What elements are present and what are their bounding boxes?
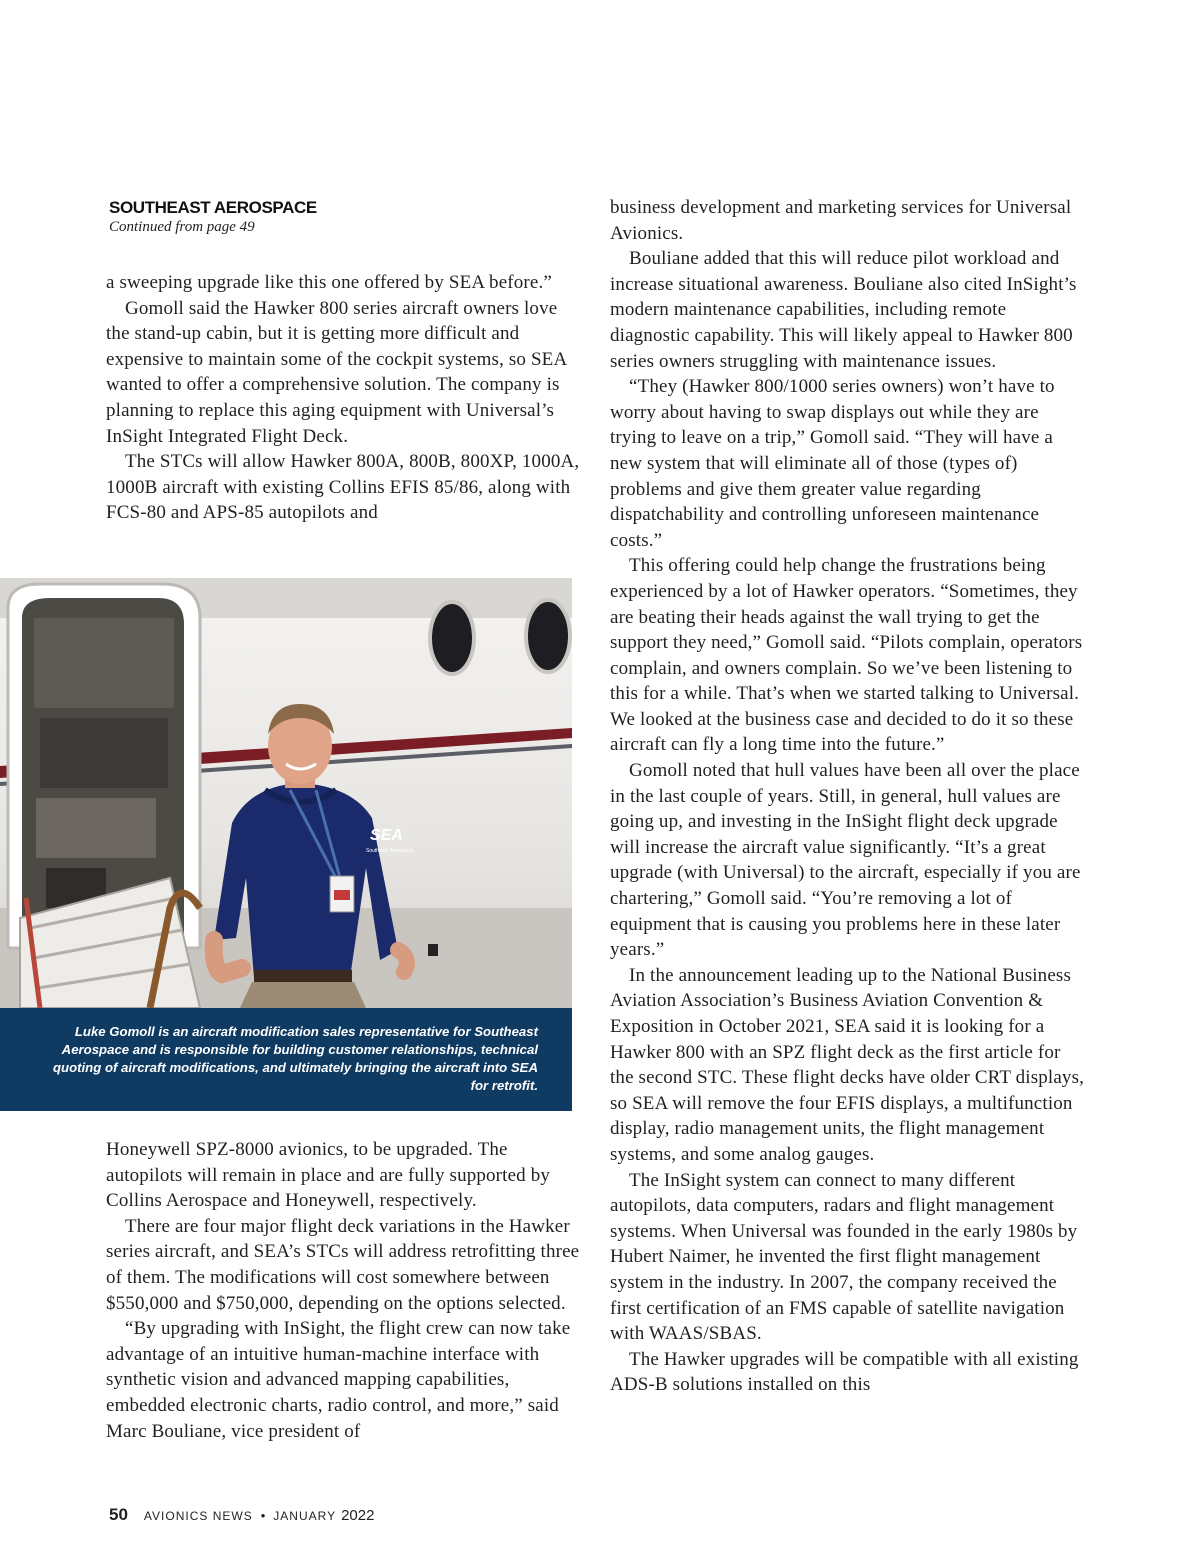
paragraph: Bouliane added that this will reduce pilot workload and increase situational awareness. Bouliane also cited InSight’s modern maintenance capabilities, including remote diagnostic capability. This will likely appeal to Hawker 800 series owners struggling with maintenance issues. bbox=[610, 248, 1077, 372]
window bbox=[526, 600, 570, 672]
shirt-logo: SEA bbox=[370, 827, 403, 844]
paragraph: The STCs will allow Hawker 800A, 800B, 800XP, 1000A, 1000B aircraft with existing Collins EFIS 85/86, along with FCS-80 and APS-85 autopilots and bbox=[106, 451, 580, 524]
window bbox=[430, 602, 474, 674]
issue-year: 2022 bbox=[341, 1507, 375, 1524]
paragraph: There are four major flight deck variations in the Hawker series aircraft, and SEA’s STCs will address retrofitting three of them. The modifications will cost somewhere between $550,000 and $750,000, depending on the options selected. bbox=[106, 1215, 580, 1314]
issue-month: JANUARY bbox=[273, 1509, 337, 1523]
column-1-top bbox=[106, 270, 584, 526]
paragraph: “They (Hawker 800/1000 series owners) won’t have to worry about having to swap displays out while they are trying to leave on a trip,” Gomoll said. “They will have a new system that will eliminate all of those (types of) problems and give them greater value regarding dispatchability and controlling unforeseen maintenance costs.” bbox=[610, 376, 1055, 551]
publication-name: AVIONICS NEWS bbox=[143, 1509, 253, 1523]
paragraph: This offering could help change the frustrations being experienced by a lot of Hawker operators. “Sometimes, they are beating their heads against the wall trying to get the support they need,” Gomoll said. “Pilots complain, operators complain, and owners complain. So we’ve been listening to this for a while. That’s when we started talking to Universal. We looked at the business case and decided to do it so these aircraft can fly a long time into the future.” bbox=[610, 555, 1083, 756]
paragraph: business development and marketing services for Universal Avionics. bbox=[610, 197, 1072, 244]
article-photo bbox=[0, 578, 572, 1008]
shirt-logo-sub: Southeast Aerospace bbox=[366, 848, 414, 854]
continued-from-note: Continued from page 49 bbox=[109, 219, 255, 235]
wristwatch bbox=[428, 944, 438, 956]
page-footer bbox=[109, 1505, 374, 1525]
paragraph: The Hawker upgrades will be compatible with all existing ADS-B solutions installed on this bbox=[610, 1348, 1079, 1396]
paragraph: Gomoll noted that hull values have been all over the place in the last couple of years. Still, in general, hull values are going up, and investing in the InSight flight deck upgrade will increase the aircraft value significantly. “It’s a great upgrade (with Universal) to the aircraft, especially if you are chartering,” Gomoll said. “You’re removing a lot of equipment that is causing you problems here in these later years.” bbox=[610, 760, 1081, 961]
paragraph: The InSight system can connect to many different autopilots, data computers, radars and flight management systems. When Universal was founded in the early 1980s by Hubert Naimer, he invented the first flight management system in the industry. In 2007, the company received the first certification of an FMS capable of satellite navigation with WAAS/SBAS. bbox=[610, 1169, 1078, 1345]
column-2 bbox=[610, 195, 1088, 1398]
paragraph: “By upgrading with InSight, the flight crew can now take advantage of an intuitive human-machine interface with synthetic vision and advanced mapping capabilities, embedded electronic charts, radio control, and more,” said Marc Bouliane, vice president of bbox=[106, 1318, 571, 1442]
paragraph: a sweeping upgrade like this one offered by SEA before.” bbox=[106, 272, 552, 293]
paragraph: Honeywell SPZ-8000 avionics, to be upgraded. The autopilots will remain in place and are fully supported by Collins Aerospace and Honeywell, respectively. bbox=[106, 1139, 551, 1212]
photo-caption: Luke Gomoll is an aircraft modification sales representative for Southeast Aerospace and is responsible for building customer relationships, technical quoting of aircraft modifications, and ultimately bringing the aircraft into SEA for retrofit. bbox=[0, 1008, 572, 1111]
paragraph: In the announcement leading up to the National Business Aviation Association’s Business Aviation Convention & Exposition in October 2021, SEA said it is looking for a Hawker 800 with an SPZ flight deck as the first article for the second STC. These flight decks have older CRT displays, so SEA will remove the four EFIS displays, a multifunction display, radio management units, the flight management systems, and some analog gauges. bbox=[610, 964, 1085, 1165]
page-number: 50 bbox=[109, 1505, 128, 1524]
footer-separator: • bbox=[260, 1508, 266, 1523]
section-kicker: SOUTHEAST AEROSPACE bbox=[109, 198, 317, 217]
paragraph: Gomoll said the Hawker 800 series aircraft owners love the stand-up cabin, but it is getting more difficult and expensive to maintain some of the cockpit systems, so SEA wanted to offer a comprehensive solution. The company is planning to replace this aging equipment with Universal’s InSight Integrated Flight Deck. bbox=[106, 297, 567, 447]
column-1-bottom bbox=[106, 1137, 584, 1444]
